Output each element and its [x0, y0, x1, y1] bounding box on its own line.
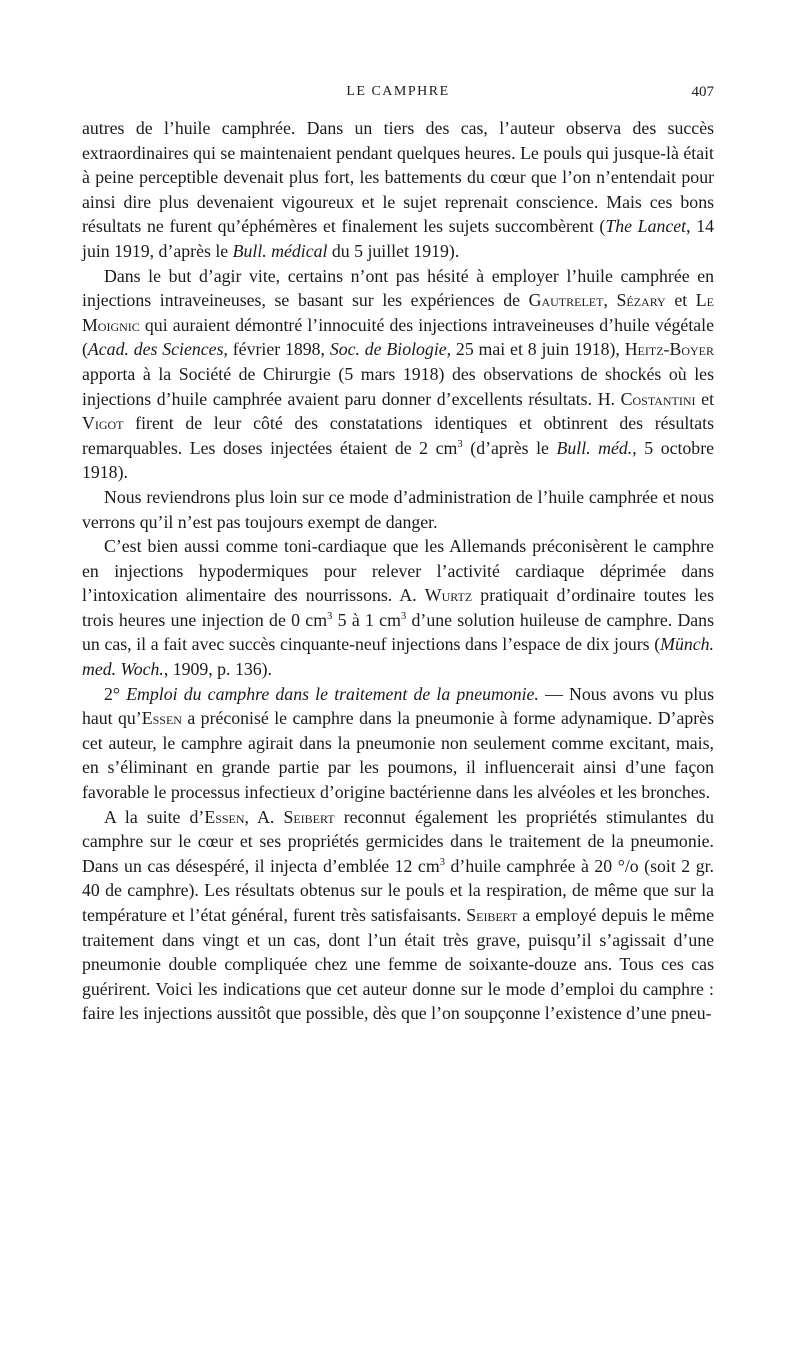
author-name: Costantini	[620, 388, 696, 409]
text-run: qui auraient démontré l’innocuité des injections intraveineuses d’huile végétale (	[82, 314, 714, 360]
author-name: Vigot	[82, 413, 124, 434]
superscript: 3	[457, 437, 463, 450]
italic-text: Emploi du camphre dans le traitement de la pneumonie.	[126, 683, 539, 704]
author-name: Wurtz	[424, 585, 473, 606]
text-run: apporta à la Société de Chirurgie (5 mars 1918) des observations de shockés où les injections d’huile camphrée avaient paru donner d’excellents résultats. H.	[82, 363, 714, 409]
author-name: Sézary	[616, 290, 666, 311]
paragraph	[82, 534, 714, 682]
author-name: Le Moignic	[82, 290, 714, 335]
italic-text: Bull. méd.	[556, 437, 633, 458]
text-run: du 5 juillet 1919).	[327, 240, 460, 261]
text-run: ,	[603, 290, 617, 311]
paragraph	[82, 485, 714, 534]
paragraph	[82, 682, 714, 805]
text-run: firent de leur côté des constatations identiques et obtinrent des résultats remarquables. Les doses injectées étaient de 2 cm	[82, 413, 714, 458]
text-run: 5 à 1 cm	[332, 609, 401, 630]
paragraph	[82, 116, 714, 264]
superscript: 3	[327, 609, 333, 622]
text-run: a préconisé le camphre dans la pneumonie à forme adynamique. D’après cet auteur, le camphre agirait dans la pneumonie non seulement comme excitant, mais, en s’éliminant en grande partie par les poumons, il influencerait ainsi d’une façon favorable le processus infectieux d’origine bactérienne dans les alvéoles et les bronches.	[82, 708, 714, 803]
text-run: (d’après le	[462, 437, 557, 458]
italic-text: Acad. des Sciences	[87, 339, 224, 360]
text-run: reconnut également les propriétés stimulantes du camphre sur le cœur et ses propriétés germicides dans le traitement de la pneumonie. Dans un cas désespéré, il injecta d’emblée 12 cm	[82, 806, 714, 876]
text-run: , février 1898,	[223, 339, 330, 360]
text-run: et	[695, 388, 715, 409]
author-name: Seibert	[466, 905, 518, 925]
author-name: Essen	[141, 708, 182, 729]
page-number: 407	[691, 84, 714, 100]
body-text	[82, 116, 714, 1026]
text-run: autres de l’huile camphrée. Dans un tiers des cas, l’auteur observa des succès extraordinaires qui se maintenaient pendant quelques heures. Le pouls qui jusque-là était à peine perceptible devenait plus fort, les battements du cœur que l’on n’entendait pour ainsi dire plus devenaient vigoureux et le sujet reprenait conscience. Mais ces bons résultats ne furent qu’éphémères et finalement les sujets succombèrent (	[82, 118, 714, 237]
text-run: 2°	[104, 683, 127, 704]
text-run: a employé depuis le même traitement dans vingt et un cas, dont l’un était très grave, puisqu’il s’agissait d’une pneumonie double compliquée chez une femme de soixante-douze ans. Tous ces cas guérirent. Voici les indications que cet auteur donne sur le mode d’emploi du camphre : faire les injections aussitôt que possible, dès que l’on soupçonne l’existence d’une pneu-	[82, 905, 714, 1024]
page-header	[82, 84, 714, 106]
italic-text: The Lancet	[605, 216, 687, 237]
text-run: d’une solution huileuse de camphre. Dans un cas, il a fait avec succès cinquante-neuf injections dans l’espace de dix jours (	[82, 609, 714, 655]
text-run: , 14 juin 1919, d’après le	[82, 216, 715, 261]
italic-text: Münch. med. Woch.	[82, 634, 714, 680]
text-run: , A.	[244, 806, 284, 827]
text-run: A la suite d’	[104, 806, 205, 827]
author-name: Essen	[204, 806, 245, 827]
italic-text: Bull. médical	[232, 240, 328, 261]
running-title: LE CAMPHRE	[346, 84, 450, 99]
text-run: et	[665, 290, 696, 311]
text-run: Nous reviendrons plus loin sur ce mode d’administration de l’huile camphrée et nous verrons qu’il n’est pas toujours exempt de danger.	[82, 486, 714, 532]
paragraph	[82, 805, 714, 1026]
text-run: C’est bien aussi comme toni-cardiaque que les Allemands préconisèrent le camphre en injections hypodermiques pour relever l’activité cardiaque déprimée dans l’intoxication alimentaire des nourrissons. A.	[82, 536, 714, 606]
text-run: , 25 mai et 8 juin 1918),	[446, 339, 625, 360]
text-run: d’huile camphrée à 20 °/o (soit 2 gr. 40 de camphre). Les résultats obtenus sur le pouls et la respiration, de même que sur la température et l’état général, furent très satisfaisants.	[82, 855, 714, 925]
author-name: Gautrelet	[528, 290, 604, 311]
author-name: Heitz-Boyer	[624, 339, 714, 360]
text-run: pratiquait d’ordinaire toutes les trois heures une injection de 0 cm	[82, 585, 714, 630]
superscript: 3	[439, 855, 445, 868]
paragraph	[82, 264, 714, 485]
italic-text: Soc. de Biologie	[329, 339, 447, 360]
text-run: — Nous avons vu plus haut qu’	[82, 683, 714, 729]
superscript: 3	[400, 609, 407, 622]
author-name: Seibert	[283, 806, 335, 827]
text-run: Dans le but d’agir vite, certains n’ont pas hésité à employer l’huile camphrée en injections intraveineuses, se basant sur les expériences de	[82, 265, 714, 311]
text-run: , 5 octobre 1918).	[82, 437, 715, 483]
text-run: , 1909, p. 136).	[163, 659, 272, 680]
